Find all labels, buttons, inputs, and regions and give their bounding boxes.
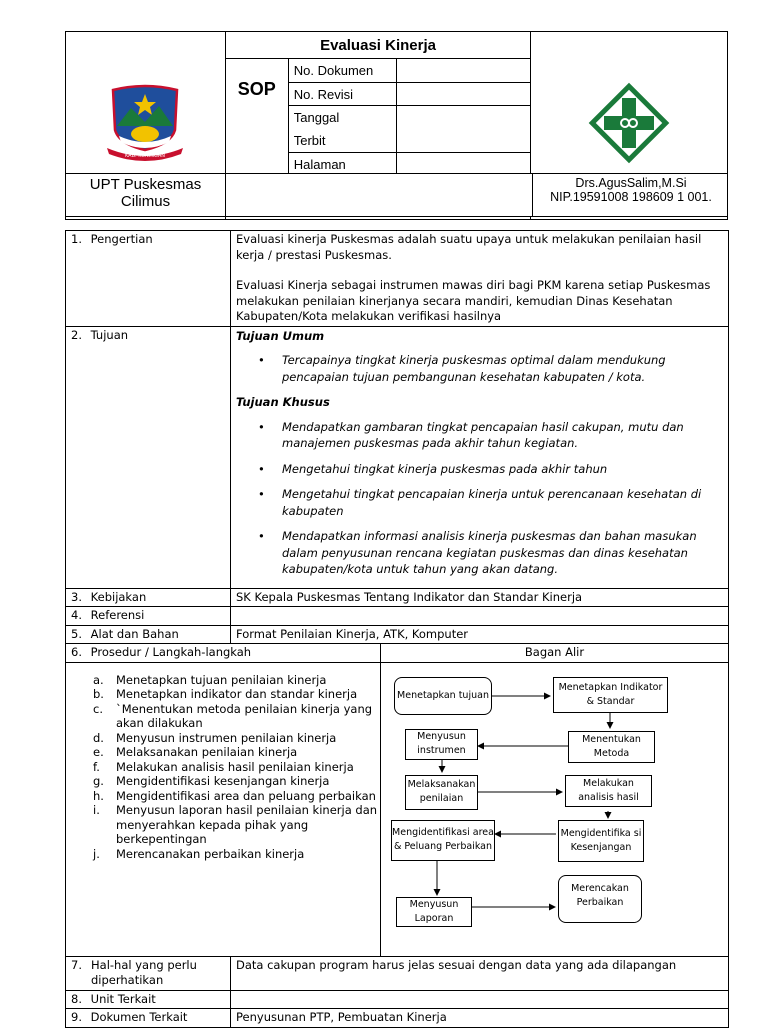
step-item: e. Melaksanakan penilaian kinerja <box>93 745 298 759</box>
bagan-alir-title: Bagan Alir <box>381 644 729 663</box>
label-tujuan: 2. Tujuan <box>66 326 231 588</box>
puskesmas-logo-icon <box>588 82 670 164</box>
value-referensi <box>231 607 729 626</box>
flowchart-cell <box>381 662 729 956</box>
tujuan-umum-item: • Tercapainya tingkat kinerja puskesmas optimal dalam mendukung pencapaian tujuan pembangunan kesehatan kabupaten / kota. <box>282 352 723 385</box>
step-item: d. Menyusun instrumen penilaian kinerja <box>93 730 337 745</box>
row-pengertian <box>66 231 729 327</box>
step-item: i. Menyusun laporan hasil penilaian kinerja dan menyerahkan kepada pihak yang berkepentingan <box>93 803 378 846</box>
label-dokumen: 9. Dokumen Terkait <box>66 1009 231 1028</box>
label-alat: 5. Alat dan Bahan <box>66 625 231 644</box>
step-item: f. Melakukan analisis hasil penilaian kinerja <box>93 759 354 774</box>
field-tanggal-terbit-value <box>396 106 531 153</box>
flow-box-mengidentifikasi-area: Mengidentifikasi area & Peluang Perbaikan <box>391 820 495 861</box>
row-prosedur-header <box>66 644 729 663</box>
row-tujuan <box>66 326 729 588</box>
label-kebijakan: 3. Kebijakan <box>66 588 231 607</box>
svg-text:KAB. KUNINGAN: KAB. KUNINGAN <box>125 153 166 159</box>
flowchart <box>381 663 727 955</box>
label-hal: 7. Hal-hal yang perlu diperhatikan <box>66 956 231 990</box>
label-pengertian: 1. Pengertian <box>66 231 231 327</box>
doc-title: Evaluasi Kinerja <box>225 32 530 59</box>
row-kebijakan <box>66 588 729 607</box>
sop-body <box>65 230 729 1028</box>
value-dokumen: Penyusunan PTP, Pembuatan Kinerja <box>231 1009 729 1028</box>
row-prosedur <box>66 662 729 956</box>
field-no-revisi-value <box>396 83 531 106</box>
tujuan-khusus-item: • Mendapatkan informasi analisis kinerja puskesmas dan bahan masukan dalam penyusunan rencana kegiatan puskesmas dan dinas kesehatan kabupaten/kota untuk tahun yang akan datang. <box>282 528 723 578</box>
flow-box-menetapkan-indikator: Menetapkan Indikator & Standar <box>553 677 668 713</box>
flow-box-melakukan-analisis: Melakukan analisis hasil <box>565 775 652 807</box>
label-referensi: 4. Referensi <box>66 607 231 626</box>
step-item: a. Menetapkan tujuan penilaian kinerja <box>93 672 327 687</box>
org-name: UPT Puskesmas Cilimus <box>89 176 202 210</box>
value-tujuan: Tujuan Umum • Tercapainya tingkat kinerja puskesmas optimal dalam mendukung pencapaian tujuan pembangunan kesehatan kabupaten / kota. Tujuan Khusus • Mendapatkan gambaran tingkat pencapaian hasil cakupan, mutu dan manajemen puskesmas pada akhir tahun kegiatan. • Mengetahui tingkat kinerja puskesmas pada akhir tahun • Mengetahui tingkat pencapaian kinerja untuk perencanaan kesehatan di kabupaten • Mendapatkan informasi analisis kinerja puskesmas dan bahan masukan dalam penyusunan rencana kegiatan puskesmas dan dinas kesehatan kabupaten/kota untuk tahun yang akan datang. <box>231 326 729 588</box>
prosedur-steps <box>66 662 381 956</box>
signer-block <box>541 176 721 204</box>
row-dokumen <box>66 1009 729 1028</box>
step-list <box>66 673 380 862</box>
tujuan-khusus-item: • Mengetahui tingkat kinerja puskesmas pada akhir tahun <box>282 461 723 478</box>
flow-box-merencakan-perbaikan: Merencakan Perbaikan <box>558 875 642 923</box>
field-no-dokumen: No. Dokumen <box>288 59 396 83</box>
value-kebijakan: SK Kepala Puskesmas Tentang Indikator dan Standar Kinerja <box>231 588 729 607</box>
value-hal: Data cakupan program harus jelas sesuai dengan data yang ada dilapangan <box>231 956 729 990</box>
flow-box-menentukan-metoda: Menentukan Metoda <box>568 731 655 763</box>
tujuan-khusus-item: • Mengetahui tingkat pencapaian kinerja untuk perencanaan kesehatan di kabupaten <box>282 486 723 519</box>
flow-box-menyusun-instrumen: Menyusun instrumen <box>405 729 478 760</box>
step-item: h. Mengidentifikasi area dan peluang perbaikan <box>93 788 376 803</box>
tujuan-khusus-item: • Mendapatkan gambaran tingkat pencapaian hasil cakupan, mutu dan manajemen puskesmas pada akhir tahun kegiatan. <box>282 419 723 452</box>
step-item: c. `Menentukan metoda penilaian kinerja yang akan dilakukan <box>93 701 373 730</box>
label-unit: 8. Unit Terkait <box>66 990 231 1009</box>
row-unit <box>66 990 729 1009</box>
header-bottom-row <box>65 173 728 217</box>
flow-box-menetapkan-tujuan: Menetapkan tujuan <box>394 677 492 715</box>
signer-nip: NIP.19591008 198609 1 001. <box>550 190 712 204</box>
regency-emblem-icon <box>99 84 191 162</box>
flow-box-menyusun-laporan: Menyusun Laporan <box>396 897 472 927</box>
field-no-dokumen-value <box>396 59 531 83</box>
field-no-revisi: No. Revisi <box>288 83 396 106</box>
value-unit <box>231 990 729 1009</box>
row-hal <box>66 956 729 990</box>
step-item: b. Menetapkan indikator dan standar kinerja <box>93 687 358 701</box>
field-halaman: Halaman <box>288 153 396 176</box>
sop-label: SOP <box>225 59 288 176</box>
flow-box-melaksanakan-penilaian: Melaksanakan penilaian <box>405 775 478 810</box>
row-alat <box>66 625 729 644</box>
value-alat: Format Penilaian Kinerja, ATK, Komputer <box>231 625 729 644</box>
flow-box-mengidentifikasi-kesenjangan: Mengidentifika si Kesenjangan <box>558 820 644 862</box>
signer-name: Drs.AgusSalim,M.Si <box>575 176 687 190</box>
step-item: j. Merencanakan perbaikan kinerja <box>93 846 305 861</box>
field-tanggal-terbit: Tanggal Terbit <box>288 106 396 153</box>
label-prosedur: 6. Prosedur / Langkah-langkah <box>66 644 381 663</box>
step-item: g. Mengidentifikasi kesenjangan kinerja <box>93 774 330 788</box>
value-pengertian: Evaluasi kinerja Puskesmas adalah suatu upaya untuk melakukan penilaian hasil kerja / prestasi Puskesmas. Evaluasi Kinerja sebagai instrumen mawas diri bagi PKM karena setiap Puskesmas melakukan penilaian kinerjanya secara mandiri, kemudian Dinas Kesehatan Kabupaten/Kota melakukan verifikasi hasilnya <box>231 231 729 327</box>
row-referensi <box>66 607 729 626</box>
